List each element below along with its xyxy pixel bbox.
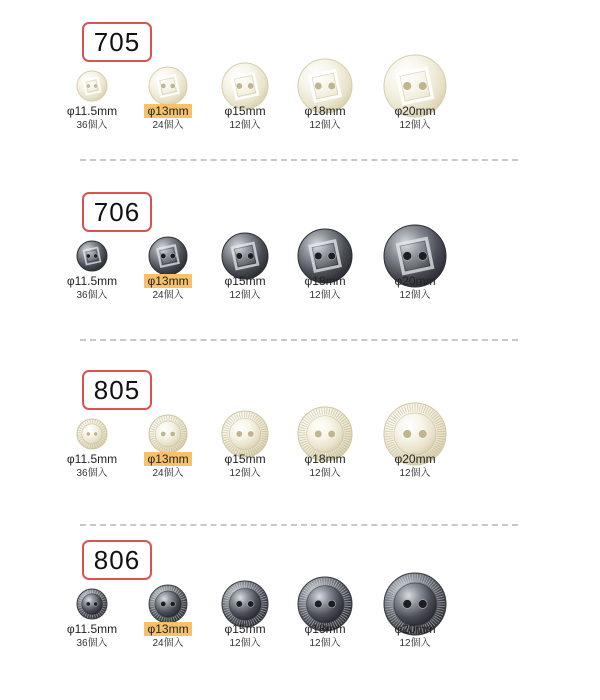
quantity-label: 12個入 [200,468,290,480]
size-label: φ18mm [301,622,348,636]
quantity-label: 12個入 [370,468,460,480]
size-label: φ15mm [221,104,268,118]
size-label: φ15mm [221,622,268,636]
button-variant[interactable] [370,12,460,152]
size-label: φ18mm [301,274,348,288]
button-variant[interactable] [370,182,460,322]
quantity-label: 12個入 [370,290,460,302]
button-variant[interactable] [280,360,370,500]
quantity-label: 12個入 [280,468,370,480]
quantity-label: 24個入 [123,638,213,650]
button-variant[interactable] [280,530,370,670]
size-label: φ13mm [144,104,191,118]
size-label: φ18mm [301,104,348,118]
quantity-label: 12個入 [370,120,460,132]
button-variant[interactable] [370,360,460,500]
size-label: φ15mm [221,274,268,288]
size-label: φ20mm [391,104,438,118]
size-label: φ20mm [391,274,438,288]
button-variant[interactable] [200,360,290,500]
quantity-label: 12個入 [200,120,290,132]
product-code-badge: 805 [82,370,152,410]
quantity-label: 36個入 [47,290,137,302]
product-section-806 [0,530,600,700]
shell-button-icon [147,413,189,455]
quantity-label: 24個入 [123,290,213,302]
shell-button-icon [147,65,189,107]
quantity-label: 12個入 [280,120,370,132]
product-code-badge: 705 [82,22,152,62]
size-label: φ11.5mm [64,452,120,466]
product-section-705 [0,12,600,182]
size-label: φ11.5mm [64,104,120,118]
section-divider [80,159,518,161]
shell-button-icon [147,235,189,277]
product-section-805 [0,360,600,530]
product-code-badge: 806 [82,540,152,580]
section-divider [80,524,518,526]
product-code-badge: 706 [82,192,152,232]
size-label: φ13mm [144,452,191,466]
button-variant[interactable] [370,530,460,670]
button-variant[interactable] [280,12,370,152]
quantity-label: 12個入 [280,638,370,650]
shell-button-icon [147,583,189,625]
quantity-label: 24個入 [123,468,213,480]
button-variant[interactable] [200,530,290,670]
size-label: φ13mm [144,622,191,636]
shell-button-icon [75,239,109,273]
quantity-label: 12個入 [200,638,290,650]
size-label: φ13mm [144,274,191,288]
quantity-label: 12個入 [280,290,370,302]
quantity-label: 12個入 [370,638,460,650]
quantity-label: 36個入 [47,638,137,650]
quantity-label: 12個入 [200,290,290,302]
shell-button-icon [75,69,109,103]
button-variant[interactable] [200,182,290,322]
quantity-label: 36個入 [47,468,137,480]
quantity-label: 24個入 [123,120,213,132]
product-section-706 [0,182,600,352]
size-label: φ20mm [391,622,438,636]
shell-button-icon [75,417,109,451]
size-label: φ11.5mm [64,622,120,636]
size-label: φ20mm [391,452,438,466]
shell-button-icon [75,587,109,621]
quantity-label: 36個入 [47,120,137,132]
size-label: φ18mm [301,452,348,466]
section-divider [80,339,518,341]
button-variant[interactable] [280,182,370,322]
size-label: φ11.5mm [64,274,120,288]
size-label: φ15mm [221,452,268,466]
button-variant[interactable] [200,12,290,152]
